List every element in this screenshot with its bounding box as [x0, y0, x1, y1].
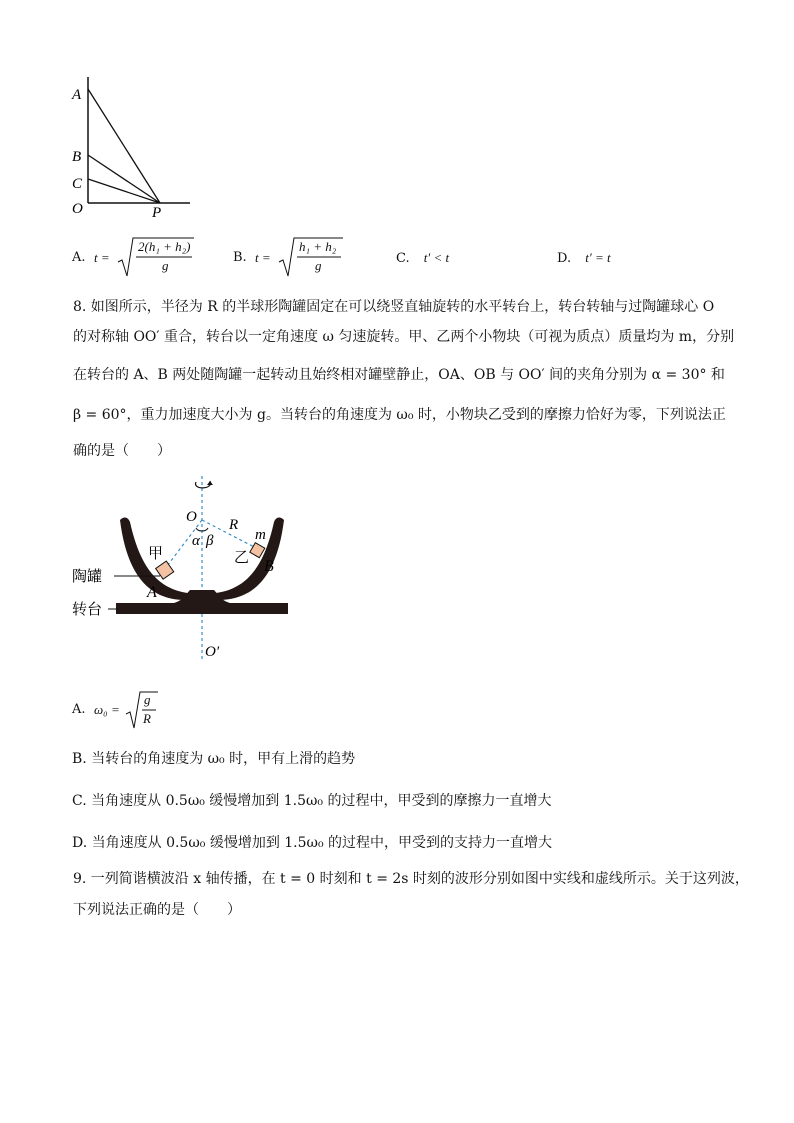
option-expr: t′ < t — [423, 250, 450, 265]
q8-option-a — [72, 690, 192, 732]
q8-line-1: 8. 如图所示，半径为 R 的半球形陶罐固定在可以绕竖直轴旋转的水平转台上，转台转轴与过陶罐球心 O — [73, 299, 715, 315]
option-lhs: ω₀ = — [94, 702, 120, 717]
q7-option-b — [233, 236, 373, 276]
label-O: O — [186, 509, 197, 525]
option-expr: t′ = t — [585, 250, 611, 265]
q7-option-d — [557, 250, 611, 266]
pot-turntable-figure — [68, 472, 308, 664]
label-O: O — [72, 201, 83, 217]
label-jia: 甲 — [148, 546, 164, 562]
option-letter: A. — [72, 702, 86, 717]
option-letter: B. — [233, 250, 247, 265]
q8-line-3: 在转台的 A、B 两处随陶罐一起转动且始终相对罐壁静止，OA、OB 与 OO′ 间的夹角分别为 α = 30° 和 — [73, 367, 725, 383]
option-numerator: g — [144, 692, 151, 707]
option-letter: C. — [396, 251, 410, 266]
label-B: B — [264, 558, 274, 575]
option-letter: A. — [72, 250, 86, 265]
q8-option-c: C. 当角速度从 0.5ω₀ 缓慢增加到 1.5ω₀ 的过程中，甲受到的摩擦力一直增大 — [72, 793, 552, 809]
label-P: P — [152, 205, 162, 221]
label-yi: 乙 — [234, 550, 250, 566]
label-A: A — [72, 87, 82, 103]
q9-line-1: 9. 一列简谐横波沿 x 轴传播，在 t = 0 时刻和 t = 2s 时刻的波形分别如图中实线和虚线所示。关于这列波， — [73, 871, 749, 887]
block-yi — [250, 543, 265, 558]
line-CP — [88, 179, 160, 203]
option-lhs: t = — [94, 250, 110, 265]
q8-line-2: 的对称轴 OO′ 重合，转台以一定角速度 ω 匀速旋转。甲、乙两个小物块（可视为质点）质量均为 m，分别 — [73, 329, 735, 345]
option-denominator: g — [162, 258, 169, 273]
label-pot: 陶罐 — [72, 569, 103, 585]
sqrt-sign — [124, 690, 160, 730]
option-denominator: g — [315, 258, 322, 273]
option-lhs: t = — [255, 250, 271, 265]
label-O-prime: O′ — [205, 644, 220, 660]
q8-option-d: D. 当角速度从 0.5ω₀ 缓慢增加到 1.5ω₀ 的过程中，甲受到的支持力一直增大 — [72, 835, 553, 851]
q8-line-5: 确的是（ ） — [73, 443, 171, 459]
option-numerator: 2(h₁ + h₂) — [138, 239, 191, 254]
q9-line-2: 下列说法正确的是（ ） — [73, 902, 241, 918]
label-alpha: α — [192, 533, 200, 549]
q8-line-4: β = 60°，重力加速度大小为 g。当转台的角速度为 ω₀ 时，小物块乙受到的摩擦力恰好为零，下列说法正 — [73, 407, 726, 423]
label-A: A — [147, 584, 157, 601]
label-beta: β — [206, 533, 214, 549]
label-turntable: 转台 — [72, 602, 103, 618]
option-numerator: h₁ + h₂ — [299, 239, 337, 254]
line-BP — [88, 155, 160, 203]
label-C: C — [72, 176, 83, 192]
incline-figure — [60, 75, 200, 225]
line-AP — [88, 89, 160, 203]
label-R: R — [229, 517, 239, 533]
label-m: m — [255, 527, 266, 543]
angle-arc — [196, 528, 208, 531]
q7-option-c — [396, 250, 449, 266]
label-B: B — [72, 149, 82, 165]
q8-option-b: B. 当转台的角速度为 ω₀ 时，甲有上滑的趋势 — [72, 751, 356, 767]
option-letter: D. — [557, 251, 572, 266]
q7-option-a — [72, 236, 212, 276]
option-denominator: R — [143, 711, 151, 726]
